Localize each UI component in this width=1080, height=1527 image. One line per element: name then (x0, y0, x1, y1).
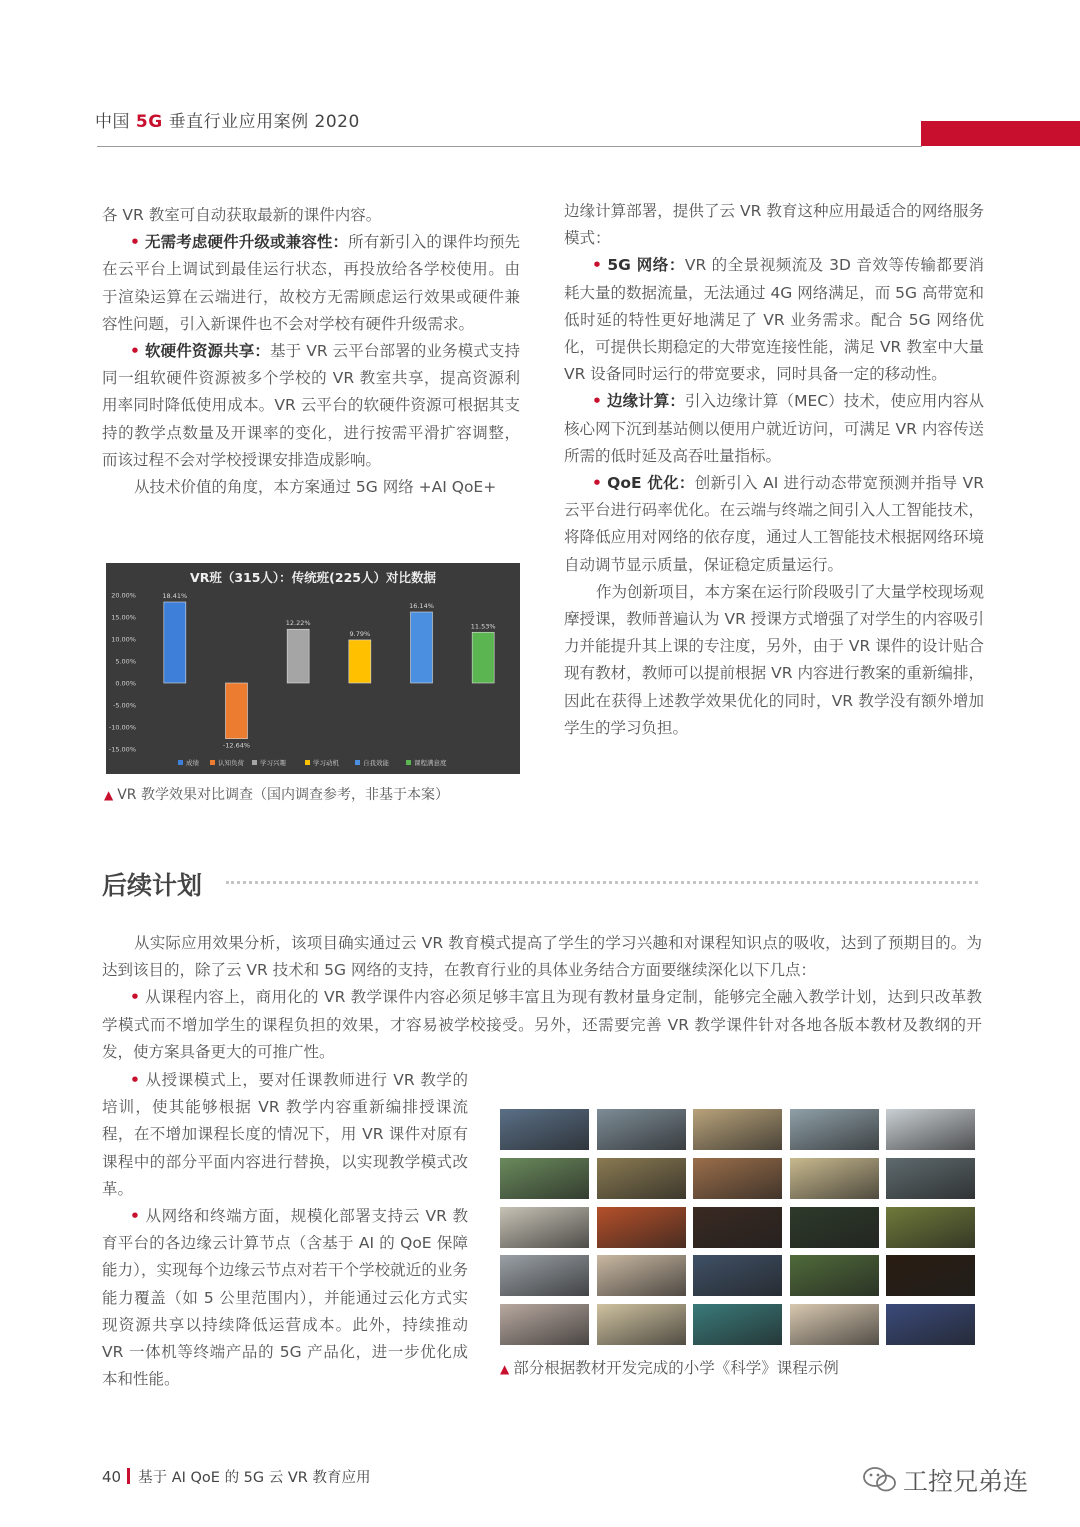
page-footer (102, 1466, 370, 1487)
bar-认知负荷 (226, 683, 248, 739)
course-screenshot-tile (886, 1255, 975, 1296)
footer-title: 基于 AI QoE 的 5G 云 VR 教育应用 (138, 1470, 371, 1486)
y-tick-label: 20.00% (111, 591, 136, 600)
course-screenshot-tile (693, 1304, 782, 1345)
legend-swatch (252, 760, 257, 765)
header-suffix: 垂直行业应用案例 2020 (162, 112, 360, 132)
course-screenshot-tile (886, 1304, 975, 1345)
section-bullet-1 (102, 984, 982, 1066)
bullet-dot-icon: • (130, 1071, 140, 1089)
mosaic-caption-text: 部分根据教材开发完成的小学《科学》课程示例 (513, 1359, 839, 1377)
bullet-dot-icon: • (130, 342, 140, 361)
y-tick-label: 15.00% (111, 613, 136, 622)
right-bullet-3 (564, 470, 984, 579)
chart-caption (104, 784, 449, 804)
course-screenshot-tile (500, 1255, 589, 1296)
bullet-dot-icon: • (592, 392, 602, 411)
left-bullet-1-title: 无需考虑硬件升级或兼容性： (144, 233, 349, 252)
course-screenshot-tile (886, 1109, 975, 1150)
course-screenshot-tile (500, 1109, 589, 1150)
header-highlight: 5G (135, 112, 163, 132)
legend-label: 课程满意度 (414, 759, 447, 767)
course-screenshot-tile (693, 1158, 782, 1199)
course-screenshot-tile (500, 1207, 589, 1248)
left-bullet-2-text: 基于 VR 云平台部署的业务模式支持同一组软硬件资源被多个学校的 VR 教室共享，提高资源利用率同时降低使用成本。VR 云平台的软硬件资源可根据其支持的教学点数量及开课率的变化，进行按需平滑扩容调整，而该过程不会对学校授课安排造成影响。 (102, 342, 520, 469)
chart-title: VR班（315人）：传统班(225人）对比数据 (190, 570, 436, 585)
section-divider (226, 881, 978, 884)
course-screenshot-tile (693, 1255, 782, 1296)
header-rule (97, 146, 922, 147)
bar-课程满意度 (472, 632, 494, 683)
data-label: -12.64% (222, 741, 251, 750)
y-tick-label: 10.00% (111, 635, 136, 644)
bullet-dot-icon: • (592, 474, 602, 493)
right-bullet-1-title: 5G 网络： (607, 256, 685, 275)
legend-label: 认知负荷 (218, 759, 244, 767)
course-screenshot-tile (597, 1304, 686, 1345)
course-screenshot-tile (500, 1304, 589, 1345)
course-screenshot-tile (597, 1207, 686, 1248)
section-title: 后续计划 (102, 871, 203, 900)
right-paragraph-1: 边缘计算部署，提供了云 VR 教育这种应用最适合的网络服务模式： (564, 202, 984, 248)
data-label: 16.14% (409, 601, 434, 610)
left-bullet-1 (102, 229, 520, 338)
course-screenshot-tile (597, 1255, 686, 1296)
header-prefix: 中国 (95, 112, 136, 132)
section-bullet-2-text: 从授课模式上，要对任课教师进行 VR 教学的培训，使其能够根据 VR 教学内容重新编排授课流程，在不增加课程长度的情况下，用 VR 课件对原有课程中的部分平面内容进行替换，以实现教学模式改革。 (102, 1071, 468, 1198)
left-bullet-2 (102, 338, 520, 474)
wechat-icon (862, 1466, 898, 1494)
caption-chevron-icon: ▲ (500, 1362, 510, 1376)
data-label: 11.53% (470, 622, 496, 631)
chart-caption-text: VR 教学效果对比调查（国内调查参考，非基于本案） (117, 787, 449, 803)
data-label: 9.79% (349, 629, 371, 638)
caption-chevron-icon: ▲ (104, 788, 114, 802)
mosaic-caption (500, 1356, 839, 1378)
data-label: 12.22% (285, 619, 311, 628)
section-body (102, 930, 982, 1066)
legend-label: 学习兴趣 (260, 759, 286, 767)
bullet-dot-icon: • (130, 233, 140, 252)
bar-学习兴趣 (287, 629, 309, 683)
course-screenshot-tile (597, 1158, 686, 1199)
right-bullet-3-title: QoE 优化： (607, 474, 695, 493)
course-screenshot-tile (693, 1109, 782, 1150)
bullet-dot-icon: • (592, 256, 602, 275)
comparison-chart-svg (106, 563, 520, 774)
page-number: 40 (102, 1468, 122, 1486)
legend-label: 自我效能 (363, 759, 389, 767)
y-tick-label: 5.00% (115, 657, 136, 666)
footer-separator (127, 1468, 130, 1484)
course-screenshot-tile (500, 1158, 589, 1199)
bar-学习动机 (349, 640, 371, 683)
header-accent-bar (921, 121, 1080, 146)
course-screenshot-grid (500, 1109, 975, 1345)
course-screenshot-tile (886, 1207, 975, 1248)
bar-成绩 (164, 602, 186, 683)
comparison-chart (106, 563, 520, 774)
section-bullet-3 (102, 1203, 468, 1393)
course-screenshot-tile (790, 1158, 879, 1199)
legend-swatch (355, 760, 360, 765)
section-bullet-2 (102, 1067, 468, 1203)
right-bullet-3-text: 创新引入 AI 进行动态带宽预测并指导 VR 云平台进行码率优化。在云端与终端之间引入人工智能技术，将降低应用对网络的依存度，通过人工智能技术根据网络环境自动调节显示质量，保证稳定质量运行。 (564, 474, 984, 574)
right-paragraph-2: 作为创新项目，本方案在运行阶段吸引了大量学校现场观摩授课，教师普遍认为 VR 授课方式增强了对学生的内容吸引力并能提升其上课的专注度，另外，由于 VR 课件的设计贴合现有教材，教师可以提前根据 VR 内容进行教案的重新编排，因此在获得上述教学效果优化的同时，VR 教学没有额外增加学生的学习负担。 (564, 582, 984, 737)
legend-swatch (305, 760, 310, 765)
section-bullet-1-text: 从课程内容上，商用化的 VR 教学课件内容必须足够丰富且为现有教材量身定制，能够完全融入教学计划，达到只改革教学模式而不增加学生的课程负担的效果，才容易被学校接受。另外，还需要完善 VR 教学课件针对各地各版本教材及教纲的开发，使方案具备更大的可推广性。 (102, 988, 982, 1061)
course-screenshot-tile (790, 1304, 879, 1345)
course-screenshot-tile (790, 1207, 879, 1248)
course-screenshot-tile (790, 1255, 879, 1296)
y-tick-label: -5.00% (113, 701, 136, 710)
right-column (564, 198, 984, 742)
section-intro: 从实际应用效果分析，该项目确实通过云 VR 教育模式提高了学生的学习兴趣和对课程知识点的吸收，达到了预期目的。为达到该目的，除了云 VR 技术和 5G 网络的支持，在教育行业的具体业务结合方面要继续深化以下几点： (102, 934, 982, 980)
legend-label: 学习动机 (313, 759, 339, 767)
course-screenshot-tile (693, 1207, 782, 1248)
course-screenshot-tile (790, 1109, 879, 1150)
right-bullet-2-text: 引入边缘计算（MEC）技术，使应用内容从核心网下沉到基站侧以便用户就近访问，可满足 VR 内容传送所需的低时延及高吞吐量指标。 (564, 392, 984, 465)
left-paragraph-2: 从技术价值的角度，本方案通过 5G 网络 +AI QoE+ (134, 478, 497, 497)
left-column (102, 202, 520, 501)
left-bullet-1-text: 所有新引入的课件均预先在云平台上调试到最佳运行状态，再投放给各学校使用。由于渲染运算在云端进行，故校方无需顾虑运行效果或硬件兼容性问题，引入新课件也不会对学校有硬件升级需求。 (102, 233, 520, 333)
legend-label: 成绩 (186, 759, 199, 767)
bar-自我效能 (411, 612, 433, 683)
bullet-dot-icon: • (130, 1207, 140, 1226)
course-screenshot-tile (886, 1158, 975, 1199)
left-paragraph-1: 各 VR 教室可自动获取最新的课件内容。 (102, 206, 382, 224)
right-bullet-2 (564, 388, 984, 470)
data-label: 18.41% (162, 591, 188, 600)
legend-swatch (406, 760, 411, 765)
right-bullet-1 (564, 252, 984, 388)
bullet-dot-icon: • (130, 988, 140, 1007)
left-bullet-2-title: 软硬件资源共享： (144, 342, 270, 361)
section-left-column (102, 1067, 468, 1393)
y-tick-label: -10.00% (108, 723, 136, 732)
watermark-text: 工控兄弟连 (903, 1467, 1029, 1496)
y-tick-label: 0.00% (115, 679, 136, 688)
right-bullet-1-text: VR 的全景视频流及 3D 音效等传输都要消耗大量的数据流量，无法通过 4G 网络满足，而 5G 高带宽和低时延的特性更好地满足了 VR 业务需求。配合 5G 网络优化，可提供长期稳定的大带宽连接性能，满足 VR 教室中大量 VR 设备同时运行的带宽要求，同时具备一定的移动性。 (564, 256, 985, 384)
course-screenshot-tile (597, 1109, 686, 1150)
legend-swatch (178, 760, 183, 765)
legend-swatch (210, 760, 215, 765)
section-bullet-3-text: 从网络和终端方面，规模化部署支持云 VR 教育平台的各边缘云计算节点（含基于 AI 的 QoE 保障能力），实现每个边缘云节点对若干个学校就近的业务能力覆盖（如 5 公里范围内），并能通过云化方式实现资源共享以持续降低运营成本。此外，持续推动 VR 一体机等终端产品的 5G 产品化，进一步优化成本和性能。 (102, 1207, 468, 1389)
y-tick-label: -15.00% (108, 745, 136, 754)
right-bullet-2-title: 边缘计算： (606, 392, 685, 411)
running-header (95, 107, 360, 132)
